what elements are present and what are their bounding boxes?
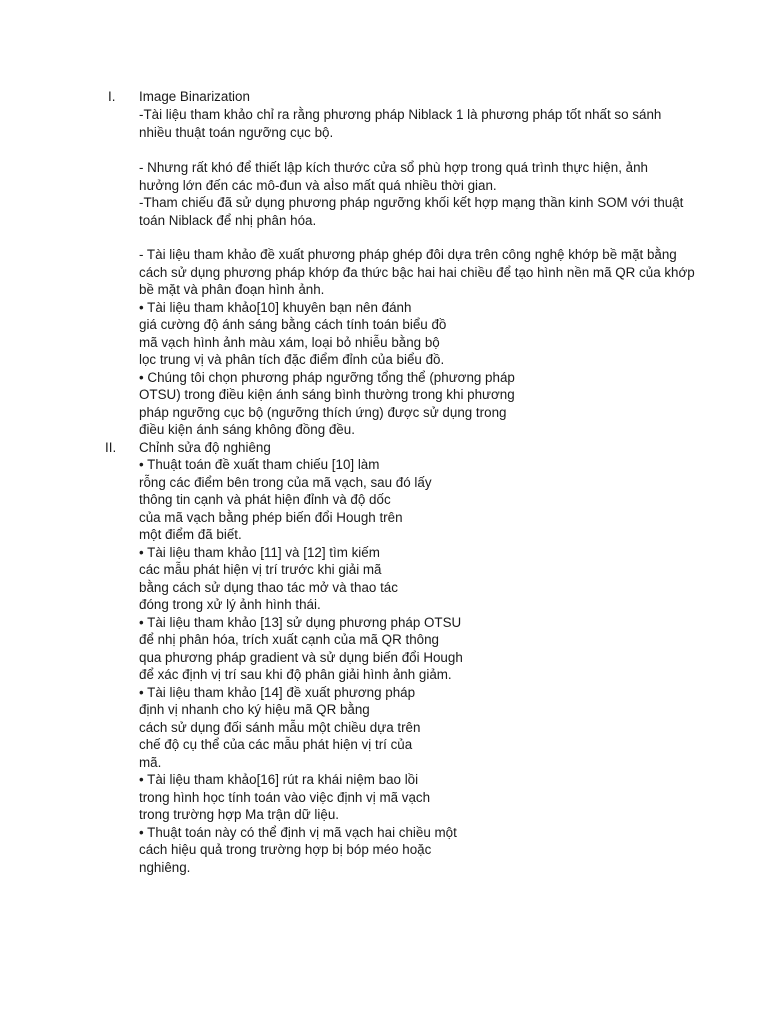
text-line: cách sử dụng đối sánh mẫu một chiều dựa trên	[139, 720, 421, 735]
text-line: để nhị phân hóa, trích xuất cạnh của mã QR thông	[139, 632, 439, 647]
text-line: các mẫu phát hiện vị trí trước khi giải mã	[139, 562, 382, 577]
text-line: trong trường hợp Ma trận dữ liệu.	[139, 807, 339, 822]
text-line: mã vạch hình ảnh màu xám, loại bỏ nhiễu bằng bộ	[139, 335, 440, 350]
bullet-line: • Tài liệu tham khảo[10] khuyên bạn nên đánh	[139, 300, 412, 315]
text-line: bề mặt và phân đoạn hình ảnh.	[139, 282, 325, 297]
text-line: cách hiệu quả trong trường hợp bị bóp méo hoặc	[139, 842, 432, 857]
text-line: - Tài liệu tham khảo đề xuất phương pháp ghép đôi dựa trên công nghệ khớp bề mặt bằng	[139, 247, 677, 262]
bullet-line: • Tài liệu tham khảo [11] và [12] tìm kiếm	[139, 545, 380, 560]
section-marker: II.	[105, 440, 117, 455]
text-line: -Tài liệu tham khảo chỉ ra rằng phương pháp Niblack 1 là phương pháp tốt nhất so sánh	[139, 107, 662, 122]
text-line: hưởng lớn đến các mô-đun và aÌso mất quá nhiều thời gian.	[139, 178, 497, 193]
bullet-line: • Tài liệu tham khảo [14] đề xuất phương pháp	[139, 685, 416, 700]
text-line: nghiêng.	[139, 860, 191, 875]
text-line: -Tham chiếu đã sử dụng phương pháp ngưỡng khối kết hợp mạng thần kinh SOM với thuật	[139, 195, 684, 210]
text-line: cách sử dụng phương pháp khớp đa thức bậc hai hai chiều để tạo hình nền mã QR của khớp	[139, 265, 695, 280]
text-line: toán Niblack để nhị phân hóa.	[139, 213, 317, 228]
section-heading: Chỉnh sửa độ nghiêng	[139, 440, 271, 455]
bullet-line: • Thuật toán này có thể định vị mã vạch hai chiều một	[139, 825, 457, 840]
section-heading: Image Binarization	[139, 89, 250, 104]
text-line: mã.	[139, 755, 162, 770]
text-line: thông tin cạnh và phát hiện đỉnh và độ dốc	[139, 492, 391, 507]
bullet-line: • Chúng tôi chọn phương pháp ngưỡng tổng thể (phương pháp	[139, 370, 515, 385]
bullet-line: • Tài liệu tham khảo [13] sử dụng phương pháp OTSU	[139, 615, 462, 630]
text-line: pháp ngưỡng cục bộ (ngưỡng thích ứng) được sử dụng trong	[139, 405, 507, 420]
text-line: định vị nhanh cho ký hiệu mã QR bằng	[139, 702, 370, 717]
text-line: chế độ cụ thể của các mẫu phát hiện vị trí của	[139, 737, 413, 752]
section-marker: I.	[108, 89, 116, 104]
text-line: lọc trung vị và phân tích đặc điểm đỉnh của biểu đồ.	[139, 352, 445, 367]
text-line: của mã vạch bằng phép biến đổi Hough trên	[139, 510, 403, 525]
text-line: - Nhưng rất khó để thiết lập kích thước cửa sổ phù hợp trong quá trình thực hiện, ảnh	[139, 160, 648, 175]
bullet-line: • Tài liệu tham khảo[16] rút ra khái niệm bao lồi	[139, 772, 419, 787]
text-line: giá cường độ ánh sáng bằng cách tính toán biểu đồ	[139, 317, 447, 332]
text-line: nhiều thuật toán ngưỡng cục bộ.	[139, 125, 334, 140]
bullet-line: • Thuật toán đề xuất tham chiếu [10] làm	[139, 457, 380, 472]
text-line: trong hình học tính toán vào việc định vị mã vạch	[139, 790, 431, 805]
text-line: qua phương pháp gradient và sử dụng biến đổi Hough	[139, 650, 463, 665]
text-line: điều kiện ánh sáng không đồng đều.	[139, 422, 355, 437]
text-line: rỗng các điểm bên trong của mã vạch, sau đó lấy	[139, 475, 432, 490]
text-line: bằng cách sử dụng thao tác mở và thao tác	[139, 580, 398, 595]
text-line: OTSU) trong điều kiện ánh sáng bình thường trong khi phương	[139, 387, 515, 402]
text-line: đóng trong xử lý ảnh hình thái.	[139, 597, 321, 612]
text-line: để xác định vị trí sau khi độ phân giải hình ảnh giảm.	[139, 667, 452, 682]
text-line: một điểm đã biết.	[139, 527, 242, 542]
